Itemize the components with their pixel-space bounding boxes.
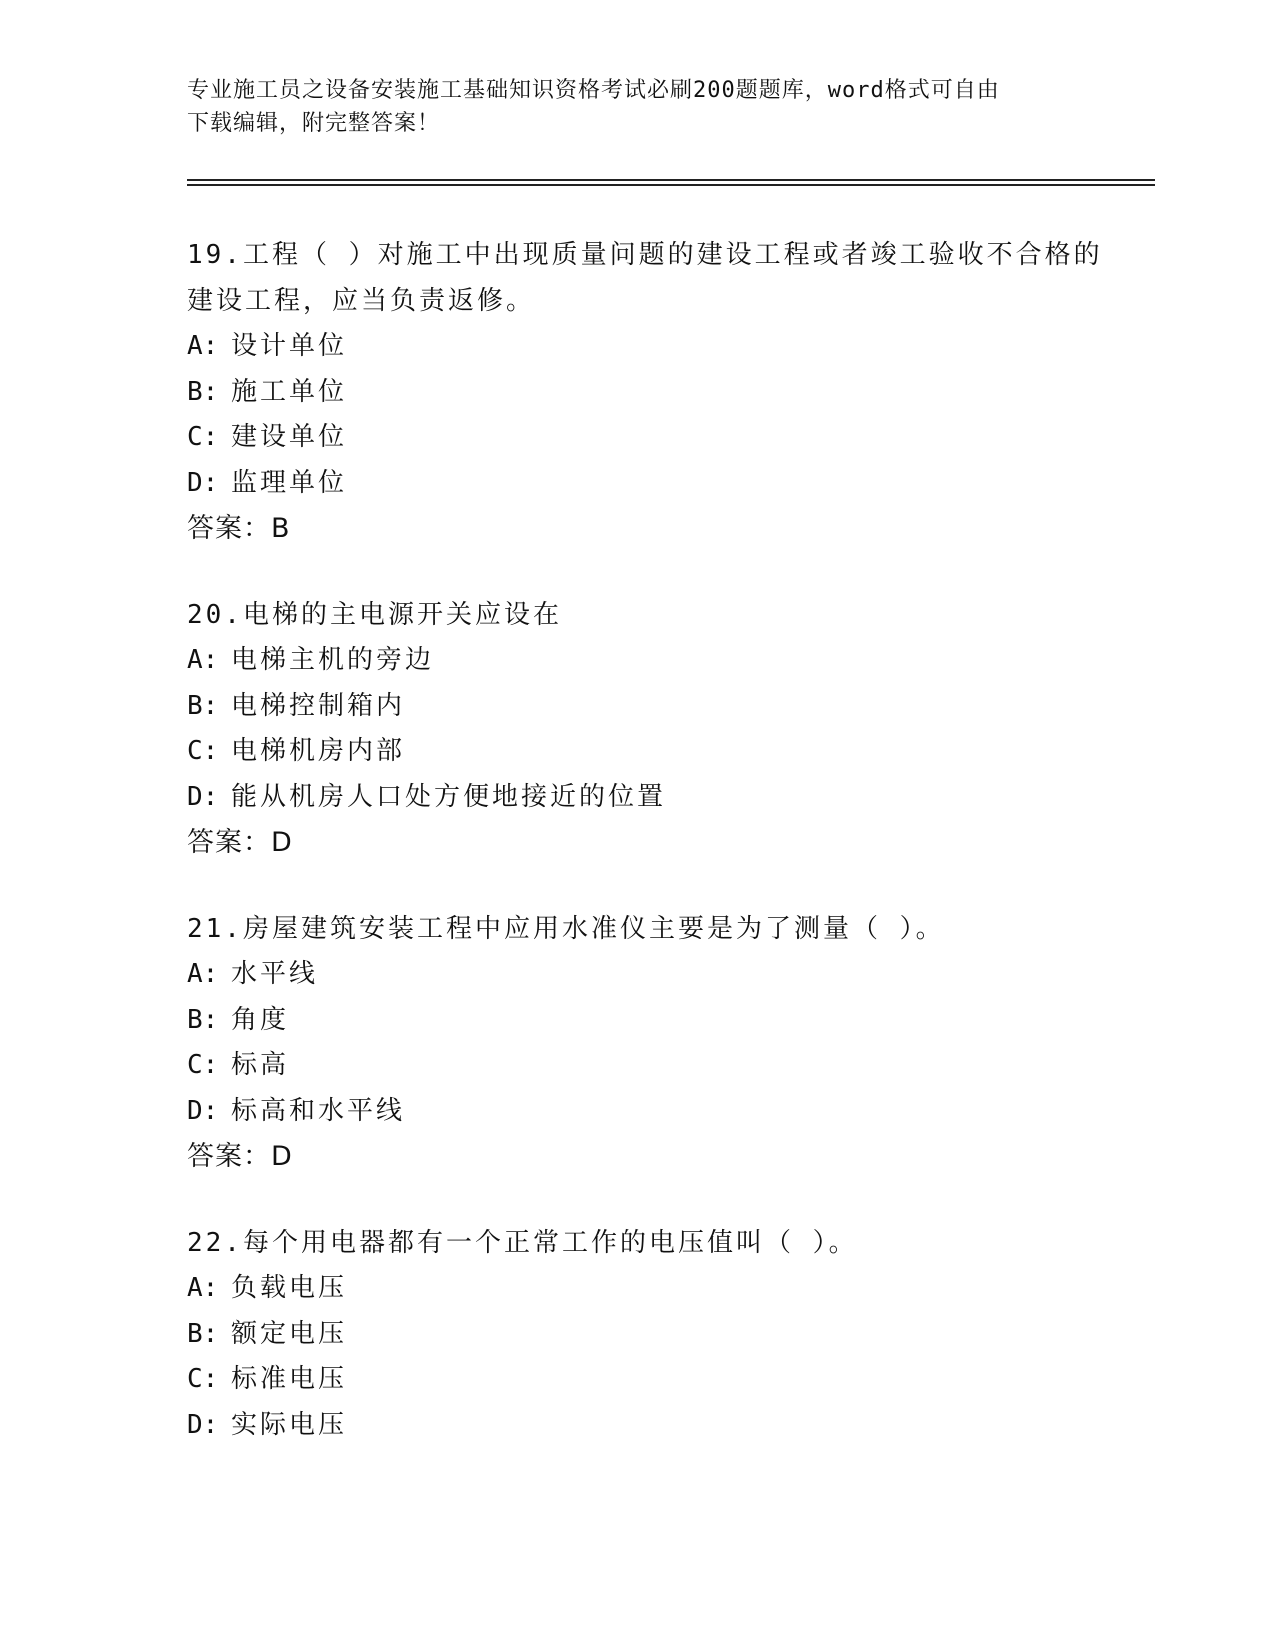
answer-line: 答案：D <box>187 827 293 858</box>
question-text: 22.每个用电器都有一个正常工作的电压值叫（ ）。 <box>187 1228 858 1258</box>
option-letter: A: <box>187 331 219 361</box>
option-letter: B: <box>187 1318 219 1349</box>
option-text: 监理单位 <box>231 467 348 498</box>
option-d <box>187 1403 1107 1449</box>
answer-line: 答案：D <box>187 1141 293 1172</box>
option-letter: C: <box>187 422 219 452</box>
question-list <box>187 232 1107 1488</box>
option-letter: A: <box>187 1273 219 1303</box>
option-text: 建设单位 <box>231 422 348 452</box>
option-a <box>187 638 1107 684</box>
option-b <box>187 684 1107 730</box>
option-text: 电梯机房内部 <box>231 736 406 766</box>
option-letter: D: <box>187 1409 219 1440</box>
option-d <box>187 775 1107 821</box>
option-text: 施工单位 <box>231 376 348 407</box>
header-line-2: 下载编辑，附完整答案！ <box>187 111 441 136</box>
header-line-1: 专业施工员之设备安装施工基础知识资格考试必刷200题题库，word格式可自由 <box>187 78 1000 103</box>
option-b <box>187 370 1107 416</box>
header-divider-bottom <box>187 184 1155 186</box>
option-a <box>187 952 1107 998</box>
option-c <box>187 415 1107 461</box>
option-letter: D: <box>187 1095 219 1126</box>
option-text: 标准电压 <box>231 1364 348 1394</box>
option-letter: D: <box>187 467 219 498</box>
option-text: 水平线 <box>231 959 319 989</box>
option-letter: A: <box>187 959 219 989</box>
option-b <box>187 998 1107 1044</box>
option-text: 额定电压 <box>231 1318 348 1349</box>
option-c <box>187 1043 1107 1089</box>
option-text: 能从机房人口处方便地接近的位置 <box>231 781 667 812</box>
option-letter: C: <box>187 1364 219 1394</box>
option-text: 负载电压 <box>231 1273 348 1303</box>
option-text: 角度 <box>231 1004 290 1035</box>
option-text: 电梯主机的旁边 <box>231 645 435 675</box>
option-letter: A: <box>187 645 219 675</box>
option-a <box>187 324 1107 370</box>
document-header <box>187 74 1067 140</box>
option-a <box>187 1266 1107 1312</box>
question-22 <box>187 1220 1107 1448</box>
question-text: 19.工程（ ）对施工中出现质量问题的建设工程或者竣工验收不合格的建设工程，应当负责返修。 <box>187 240 1103 316</box>
option-c <box>187 1357 1107 1403</box>
option-d <box>187 461 1107 507</box>
question-text: 20.电梯的主电源开关应设在 <box>187 600 562 630</box>
option-letter: B: <box>187 690 219 721</box>
option-text: 标高 <box>231 1050 290 1080</box>
option-letter: C: <box>187 736 219 766</box>
option-text: 标高和水平线 <box>231 1095 406 1126</box>
question-20 <box>187 592 1107 866</box>
option-b <box>187 1312 1107 1358</box>
option-letter: B: <box>187 1004 219 1035</box>
option-letter: C: <box>187 1050 219 1080</box>
option-letter: B: <box>187 376 219 407</box>
option-c <box>187 729 1107 775</box>
header-divider-top <box>187 179 1155 181</box>
option-d <box>187 1089 1107 1135</box>
question-text: 21.房屋建筑安装工程中应用水准仪主要是为了测量（ ）。 <box>187 914 945 944</box>
option-text: 电梯控制箱内 <box>231 690 406 721</box>
question-19 <box>187 232 1107 552</box>
option-letter: D: <box>187 781 219 812</box>
answer-line: 答案：B <box>187 513 291 544</box>
option-text: 实际电压 <box>231 1409 348 1440</box>
question-21 <box>187 906 1107 1180</box>
option-text: 设计单位 <box>231 331 348 361</box>
